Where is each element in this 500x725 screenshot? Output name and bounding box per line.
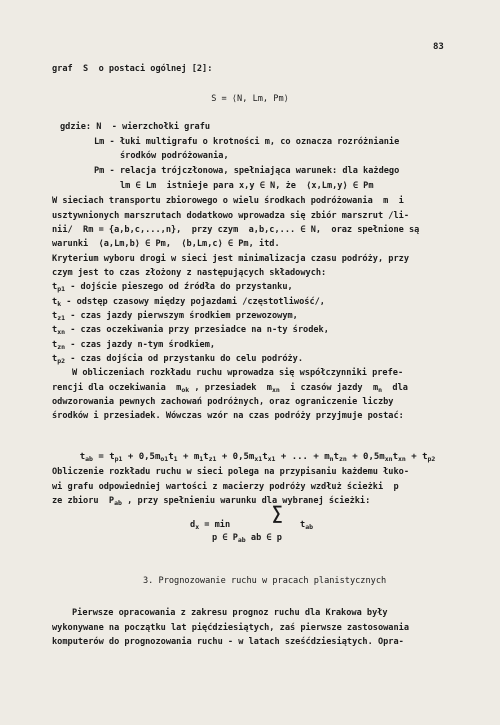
formula-term: $t_{ab}$ [300,520,314,531]
travel-time-formula: $t_{ab} = t_{p1} + 0,5m_{o1}t_1 + m_1t_{z1} + 0,5m_{x1}t_{x1}$ + ... + $m_nt_{zn} + 0,5m_{xn}t_{xn} + t_{p2}$ [79,452,436,464]
section-heading: 3. Prognozowanie ruchu w pracach planistycznych [143,576,387,586]
text-line: środków i przesiadek. Wówczas wzór na czas podróży przyjmuje postać: [52,411,404,421]
page-number: 83 [433,42,444,52]
text-line: czym jest to czas złożony z następujących składowych: [52,268,327,278]
component-line: $t_{z1}$ - czas jazdy pierwszym środkiem przewozowym, [52,311,298,322]
text-line: W sieciach transportu zbiorowego o wielu środkach podróżowania m i [52,196,404,206]
text-line: Lm - łuki multigrafu o krotności m, co oznacza rozróżnianie [94,137,400,147]
sigma-symbol: ∑ [272,503,283,524]
text-line: W obliczeniach rozkładu ruchu wprowadza się współczynniki prefe- [72,368,404,378]
text-line: lm ∈ Lm istnieje para x,y ∈ N, że ⟨x,Lm,y⟩ ∈ Pm [120,181,374,191]
text-line: wi grafu odpowiedniej wartości z macierzy podróży wzdłuż ścieżki p [52,482,399,492]
text-line: środków podróżowania, [120,151,229,161]
component-line: $t_{zn}$ - czas jazdy n-tym środkiem, [52,340,216,351]
text-line: nii/ Rm = {a,b,c,...,n}, przy czym a,b,c,... ∈ N, oraz spełnione są [52,225,420,235]
set-definition: S = ⟨N, Lm, Pm⟩ [211,94,289,104]
text-line: komputerów do prognozowania ruchu - w latach sześćdziesiątych. Opra- [52,637,404,647]
component-line: $t_k$ - odstęp czasowy między pojazdami /częstotliwość/, [52,297,325,308]
formula-lhs: $d_x = \min$ [190,520,231,531]
component-line: $t_{p1}$ - dojście pieszego od źródła do przystanku, [52,282,293,293]
text-line: rencji dla oczekiwania $m_{ok}$ , przesiadek $m_{xn}$ i czasów jazdy $m_n$ dla [52,383,408,394]
text-line: wykonywane na początku lat pięćdziesiątych, zaś pierwsze zastosowania [52,623,409,633]
text-line: Obliczenie rozkładu ruchu w sieci polega na przypisaniu każdemu łuko- [52,467,409,477]
text-line: warunki ⟨a,Lm,b⟩ ∈ Pm, ⟨b,Lm,c⟩ ∈ Pm, itd. [52,239,280,249]
component-line: $t_{p2}$ - czas dojścia od przystanku do celu podróży. [52,354,304,365]
component-line: $t_{xn}$ - czas oczekiwania przy przesiadce na n-ty środek, [52,325,329,336]
formula-subscript: p ∈ $P_{ab}$ ab ∈ p [212,533,282,544]
text-line: Kryterium wyboru drogi w sieci jest minimalizacja czasu podróży, przy [52,254,409,264]
text-line: ze zbioru $P_{ab}$ , przy spełnieniu warunku dla wybranej ścieżki: [52,496,371,507]
text-line: gdzie: N - wierzchołki grafu [60,122,211,132]
text-line: usztywnionych marszrutach dodatkowo wprowadza się zbiór marszrut /li- [52,211,409,221]
text-line: Pm - relacja trójczłonowa, spełniająca warunek: dla każdego [94,166,400,176]
text-line: graf S o postaci ogólnej [2]: [52,64,213,74]
text-line: odwzorowania pewnych zachowań podróżnych, oraz ograniczenie liczby [52,397,394,407]
text-line: Pierwsze opracowania z zakresu prognoz ruchu dla Krakowa były [72,608,388,618]
